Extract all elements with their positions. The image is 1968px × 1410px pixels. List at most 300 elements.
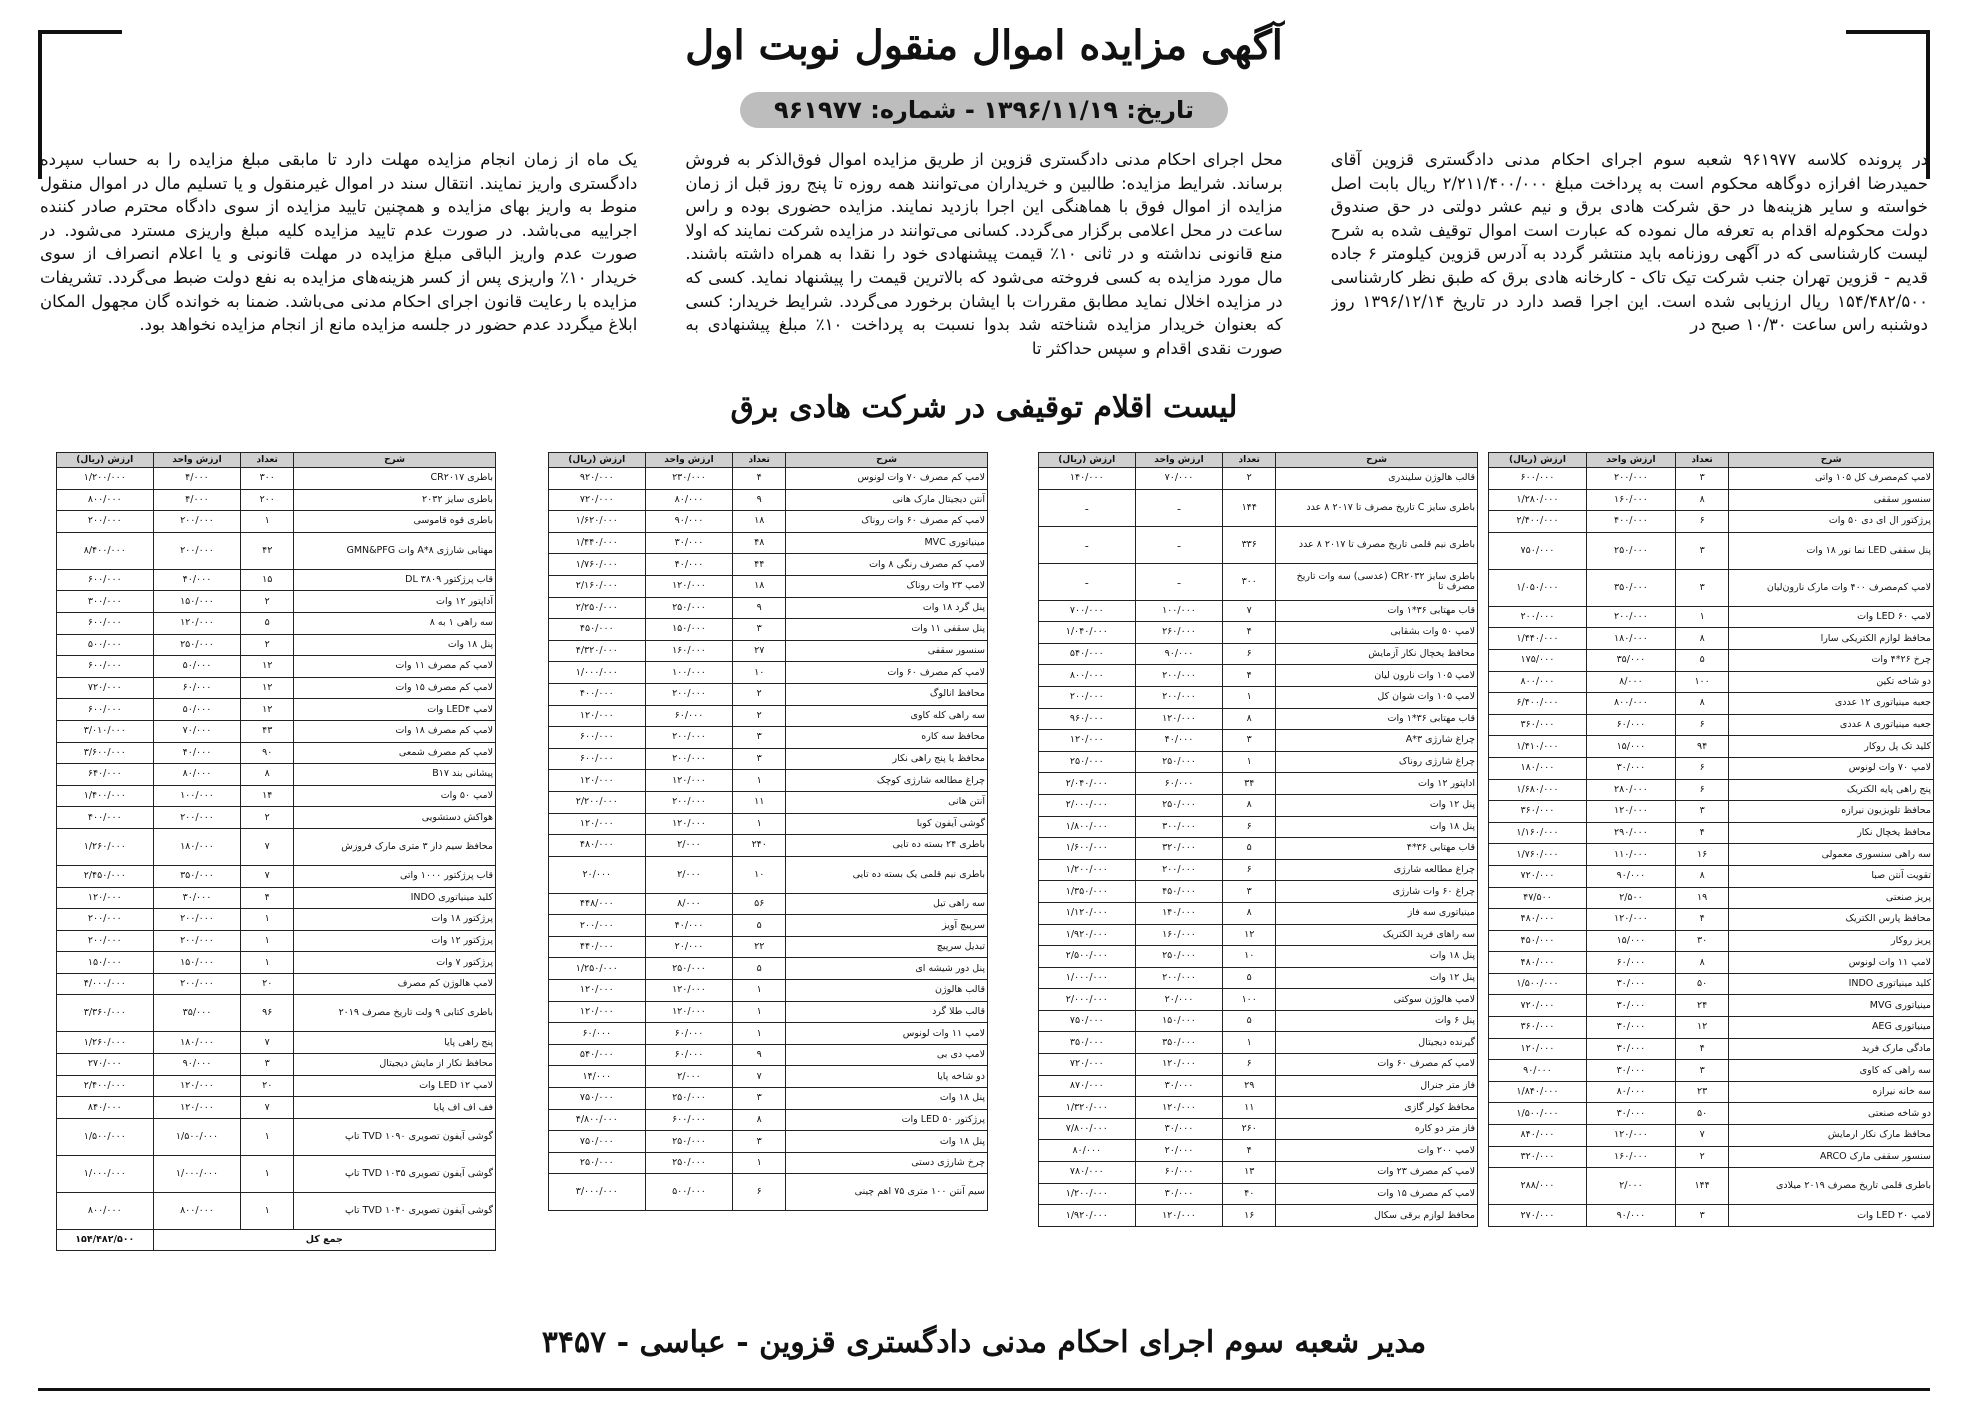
item-unit-value: ۲۵۰/۰۰۰	[1135, 946, 1223, 968]
item-total-value: ۶۰۰/۰۰۰	[57, 699, 154, 721]
item-total-value: ۳۲۰/۰۰۰	[1489, 1146, 1587, 1168]
item-quantity: ۱۰	[1223, 946, 1276, 968]
table-row	[57, 720, 496, 742]
item-unit-value: ۹۰/۰۰۰	[1586, 865, 1675, 887]
item-total-value: ۵۴۰/۰۰۰	[549, 1044, 646, 1066]
item-total-value: ۸۴۰/۰۰۰	[57, 1097, 154, 1119]
item-total-value: ۲۷۰/۰۰۰	[57, 1054, 154, 1076]
table-row	[549, 1023, 988, 1045]
item-total-value: ۷۵۰/۰۰۰	[1039, 1010, 1136, 1032]
item-description: قاب پرژکتور DL ۳۸۰۹	[294, 569, 496, 591]
item-quantity: ۸	[1675, 952, 1728, 974]
column-header: ارزش (ریال)	[549, 453, 646, 468]
item-description: لامپ کم مصرف ۷۰ وات لونوس	[786, 468, 988, 490]
item-quantity: ۸	[1675, 693, 1728, 715]
item-quantity: ۲۰	[241, 973, 294, 995]
table-row	[57, 1075, 496, 1097]
item-description: تبدیل سرپیچ	[786, 936, 988, 958]
item-total-value: ۲۸۸/۰۰۰	[1489, 1168, 1587, 1205]
item-unit-value: ۲۰/۰۰۰	[1135, 989, 1223, 1011]
item-description: باطری CR۲۰۱۷	[294, 468, 496, 490]
item-quantity: ۸	[1675, 489, 1728, 511]
item-description: پنل ۱۲ وات	[1276, 967, 1478, 989]
item-quantity: ۸	[1223, 708, 1276, 730]
item-total-value: ۷۵۰/۰۰۰	[1489, 532, 1587, 569]
item-total-value: ۱/۸۴۰/۰۰۰	[1489, 1081, 1587, 1103]
item-description: سه خانه نیرازه	[1729, 1081, 1934, 1103]
table-row	[1039, 859, 1478, 881]
table-row	[1039, 1162, 1478, 1184]
item-quantity: ۴۸	[733, 532, 786, 554]
table-row	[1039, 967, 1478, 989]
item-unit-value: ۵۰/۰۰۰	[153, 699, 241, 721]
item-quantity: ۷	[1223, 600, 1276, 622]
item-quantity: ۴	[1675, 822, 1728, 844]
item-total-value: ۶۰۰/۰۰۰	[57, 612, 154, 634]
item-description: دو شاخه پایا	[786, 1066, 988, 1088]
table-row	[1039, 643, 1478, 665]
item-quantity: ۱۲	[1223, 924, 1276, 946]
item-quantity: ۲	[241, 807, 294, 829]
item-unit-value: ۲۰۰/۰۰۰	[1135, 967, 1223, 989]
item-unit-value: ۸۰۰/۰۰۰	[153, 1192, 241, 1229]
item-description: محافظ یا پنج راهی نکار	[786, 748, 988, 770]
item-description: باطری کتابی ۹ ولت تاریخ مصرف ۲۰۱۹	[294, 995, 496, 1032]
item-description: کلید مینیاتوری INDO	[294, 887, 496, 909]
item-description: چرخ ۲۶*۴ وات	[1729, 649, 1934, 671]
item-unit-value: ۲۰۰/۰۰۰	[153, 807, 241, 829]
item-unit-value: ۴۰/۰۰۰	[153, 569, 241, 591]
table-row	[57, 952, 496, 974]
item-description: پنل ۶ وات	[1276, 1010, 1478, 1032]
item-total-value: ۷۵۰/۰۰۰	[549, 1088, 646, 1110]
table-row	[549, 915, 988, 937]
item-unit-value: ۲۰۰/۰۰۰	[1135, 859, 1223, 881]
item-unit-value: ۲۵۰/۰۰۰	[645, 958, 733, 980]
item-total-value: ۱/۲۰۰/۰۰۰	[57, 468, 154, 490]
item-unit-value: ـ	[1135, 526, 1223, 563]
item-quantity: ۷	[241, 828, 294, 865]
item-description: لامپ کم‌مصرف ۴۰۰ وات مارک نارون‌لیان	[1729, 569, 1934, 606]
item-unit-value: ۳۵/۰۰۰	[153, 995, 241, 1032]
table-row	[549, 770, 988, 792]
items-table-1	[1488, 452, 1934, 1227]
item-total-value: ۷۲۰/۰۰۰	[1039, 1054, 1136, 1076]
item-quantity: ۲	[241, 591, 294, 613]
item-total-value: ۷۲۰/۰۰۰	[1489, 995, 1587, 1017]
item-quantity: ۱	[1223, 751, 1276, 773]
item-total-value: ۱۷۵/۰۰۰	[1489, 649, 1587, 671]
item-description: پیشانی بند B۱۷	[294, 764, 496, 786]
item-description: لامپ ۵۰ وات	[294, 785, 496, 807]
item-quantity: ۱	[1223, 1032, 1276, 1054]
item-quantity: ۲	[1675, 1146, 1728, 1168]
item-total-value: ۴۴۰/۰۰۰	[549, 936, 646, 958]
item-unit-value: ۲۰۰/۰۰۰	[153, 930, 241, 952]
total-value: ۱۵۴/۴۸۲/۵۰۰	[57, 1229, 154, 1251]
table-row	[1039, 730, 1478, 752]
item-quantity: ۲۰	[241, 1075, 294, 1097]
item-unit-value: ۲/۰۰۰	[1586, 1168, 1675, 1205]
item-quantity: ۲۰۰	[241, 489, 294, 511]
item-unit-value: ۲۰/۰۰۰	[1135, 1140, 1223, 1162]
item-total-value: ۱/۵۰۰/۰۰۰	[1489, 1103, 1587, 1125]
item-quantity: ۱	[241, 952, 294, 974]
item-description: باطری نیم قلمی یک بسته ده تایی	[786, 856, 988, 893]
table-row	[57, 656, 496, 678]
table-row	[1489, 779, 1934, 801]
table-row	[549, 727, 988, 749]
item-quantity: ۷	[241, 1032, 294, 1054]
item-total-value: ۱/۷۶۰/۰۰۰	[1489, 844, 1587, 866]
item-description: محافظ یخچال نکار آزمایش	[1276, 643, 1478, 665]
item-quantity: ۱۴۴	[1675, 1168, 1728, 1205]
table-row	[1039, 1010, 1478, 1032]
item-unit-value: ۲۵۰/۰۰۰	[645, 1088, 733, 1110]
item-total-value: ۱/۴۴۰/۰۰۰	[1489, 628, 1587, 650]
table-row	[57, 995, 496, 1032]
item-total-value: ۴۸۰/۰۰۰	[1489, 909, 1587, 931]
item-unit-value: ۱۶۰/۰۰۰	[645, 640, 733, 662]
body-column-right: در پرونده کلاسه ۹۶۱۹۷۷ شعبه سوم اجرای احکام مدنی دادگستری قزوین آقای حمیدرضا افرازه دوگاهه محکوم است به پرداخت مبلغ ۲/۲۱۱/۴۰۰/۰۰۰ ریال بابت اصل خواسته و سایر هزینه‌ها در حق شرکت هادی برق و نیم عشر دولتی در حق صندوق دولت محکوم‌له اقدام به تعرفه مال نموده که عبارت است اموال توقیف شده به شرح لیست کارشناسی که در آگهی روزنامه باید منتشر گردد به آدرس قزوین کیلومتر ۶ جاده قدیم - قزوین تهران جنب شرکت تیک تاک - کارخانه هادی برق که طبق نظر کارشناسی ۱۵۴/۴۸۲/۵۰۰ ریال ارزیابی شده است. این اجرا قصد دارد در تاریخ ۱۳۹۶/۱۲/۱۴ روز دوشنبه راس ساعت ۱۰/۳۰ صبح در	[1330, 150, 1928, 335]
item-total-value: ۴۷/۵۰۰	[1489, 887, 1587, 909]
item-total-value: ۱۸۰/۰۰۰	[1489, 757, 1587, 779]
item-quantity: ۱۸	[733, 511, 786, 533]
bottom-rule	[38, 1388, 1930, 1391]
item-description: لامپ LED ۶۰ وات	[1729, 606, 1934, 628]
item-total-value: ۱/۳۵۰/۰۰۰	[1039, 881, 1136, 903]
item-description: قالب هالوژن	[786, 980, 988, 1002]
item-total-value: ۷۲۰/۰۰۰	[549, 489, 646, 511]
column-header: شرح	[786, 453, 988, 468]
table-row	[57, 1032, 496, 1054]
item-total-value: ۱/۲۰۰/۰۰۰	[1039, 859, 1136, 881]
table-row	[1489, 1017, 1934, 1039]
table-row	[1489, 1146, 1934, 1168]
item-quantity: ۴	[1675, 909, 1728, 931]
table-row	[1489, 844, 1934, 866]
item-quantity: ۳	[733, 727, 786, 749]
item-unit-value: ۴۵۰/۰۰۰	[1135, 881, 1223, 903]
item-unit-value: ۲۵۰/۰۰۰	[645, 597, 733, 619]
item-description: پنل ۱۸ وات	[1276, 816, 1478, 838]
item-total-value: ۳/۳۶۰/۰۰۰	[57, 995, 154, 1032]
table-row	[549, 489, 988, 511]
table-row	[549, 1001, 988, 1023]
item-description: چراغ ۶۰ وات شارژی	[1276, 881, 1478, 903]
item-quantity: ۸	[241, 764, 294, 786]
item-unit-value: ۱۰۰/۰۰۰	[1135, 600, 1223, 622]
item-unit-value: ۳۵/۰۰۰	[1586, 649, 1675, 671]
item-unit-value: ۷۰/۰۰۰	[1135, 468, 1223, 490]
table-row	[549, 936, 988, 958]
item-quantity: ۱۲	[241, 677, 294, 699]
column-header: شرح	[1276, 453, 1478, 468]
table-row	[549, 1109, 988, 1131]
item-description: پنل ۱۲ وات	[1276, 794, 1478, 816]
item-total-value: ۲/۴۵۰/۰۰۰	[57, 865, 154, 887]
item-total-value: ۱/۲۸۰/۰۰۰	[1489, 489, 1587, 511]
item-description: پریز صنعتی	[1729, 887, 1934, 909]
item-description: سه راهی ۱ به ۸	[294, 612, 496, 634]
table-row	[549, 532, 988, 554]
item-quantity: ۳	[1675, 468, 1728, 490]
item-total-value: ۱۴۰/۰۰۰	[1039, 468, 1136, 490]
item-unit-value: ۳۰/۰۰۰	[1586, 1038, 1675, 1060]
item-quantity: ۷	[241, 865, 294, 887]
item-description: لامپ LED۴ وات	[294, 699, 496, 721]
table-row	[57, 634, 496, 656]
column-header: ارزش واحد	[1586, 453, 1675, 468]
item-total-value: ۱/۱۲۰/۰۰۰	[1039, 902, 1136, 924]
table-row	[1039, 1118, 1478, 1140]
table-header-row	[57, 453, 496, 468]
item-total-value: ۲/۴۰۰/۰۰۰	[57, 1075, 154, 1097]
table-row	[1039, 1205, 1478, 1227]
table-row	[549, 1088, 988, 1110]
item-description: لامپ ۱۰۵ وات شوان کل	[1276, 686, 1478, 708]
item-description: پنل ۱۸ وات	[1276, 946, 1478, 968]
item-description: لامپ کم مصرف ۱۵ وات	[1276, 1183, 1478, 1205]
table-row	[549, 1044, 988, 1066]
item-quantity: ۵	[1223, 1010, 1276, 1032]
item-description: لامپ کم مصرف رنگی ۸ وات	[786, 554, 988, 576]
table-row	[549, 835, 988, 857]
table-row	[1039, 665, 1478, 687]
item-description: آنتن دیجیتال مارک هانی	[786, 489, 988, 511]
item-unit-value: ۴۰۰/۰۰۰	[1586, 511, 1675, 533]
table-row	[1489, 628, 1934, 650]
item-unit-value: ۲۶۰/۰۰۰	[1135, 622, 1223, 644]
item-unit-value: ۱/۰۰۰/۰۰۰	[153, 1155, 241, 1192]
table-header-row	[549, 453, 988, 468]
body-column-left: یک ماه از زمان انجام مزایده مهلت دارد تا مابقی مبلغ مزایده را به حساب سپرده دادگستری واریز نمایند. انتقال سند در اموال غیرمنقول و یا تسلیم مال در اموال منقول منوط به واریز بهای مزایده و همچنین تایید مزایده از سوی دادگاه محترم صادر کننده اجراییه می‌باشد. در صورت عدم تایید مزایده کلیه مبلغ واریزی مسترد می‌شود. در صورت عدم واریز الباقی مبلغ مزایده در مهلت قانونی و یا اعلام انصراف از سوی خریدار ۱۰٪ واریزی پس از کسر هزینه‌های مزایده به نفع دولت ضبط می‌گردد. تشریفات مزایده با رعایت قانون اجرای احکام مدنی می‌باشد. ضمنا به خوانده گان مجهول المکان ابلاغ میگردد عدم حضور در جلسه مزایده مانع از انجام مزایده نخواهد بود.	[40, 150, 638, 335]
items-table-3	[548, 452, 988, 1211]
item-description: محافظ کولر گازی	[1276, 1097, 1478, 1119]
item-unit-value: ۴/۰۰۰	[153, 468, 241, 490]
item-description: لامپ ۱۰۵ وات نارون لیان	[1276, 665, 1478, 687]
item-total-value: ۲/۲۵۰/۰۰۰	[549, 597, 646, 619]
item-description: چراغ مطالعه شارژی	[1276, 859, 1478, 881]
item-total-value: ۷/۸۰۰/۰۰۰	[1039, 1118, 1136, 1140]
item-quantity: ۸	[1223, 794, 1276, 816]
item-description: دو شاخه تکین	[1729, 671, 1934, 693]
item-quantity: ۱	[1223, 686, 1276, 708]
item-unit-value: ۱۲۰/۰۰۰	[1586, 1125, 1675, 1147]
item-unit-value: ۲۰۰/۰۰۰	[153, 511, 241, 533]
item-total-value: ۱/۱۶۰/۰۰۰	[1489, 822, 1587, 844]
item-total-value: ۴۴۸/۰۰۰	[549, 893, 646, 915]
item-unit-value: ۱۵/۰۰۰	[1586, 736, 1675, 758]
table-row	[549, 813, 988, 835]
notice-body	[40, 148, 1928, 380]
item-total-value: ۹۰/۰۰۰	[1489, 1060, 1587, 1082]
item-description: اداپتور ۱۲ وات	[1276, 773, 1478, 795]
table-row	[549, 619, 988, 641]
item-total-value: ۶/۴۰۰/۰۰۰	[1489, 693, 1587, 715]
item-quantity: ۸	[1223, 902, 1276, 924]
table-row	[549, 683, 988, 705]
item-unit-value: ۳۰/۰۰۰	[1586, 1017, 1675, 1039]
item-unit-value: ۱۵۰/۰۰۰	[153, 591, 241, 613]
date-number-bar: تاریخ: ۱۳۹۶/۱۱/۱۹ - شماره: ۹۶۱۹۷۷	[740, 92, 1228, 128]
item-description: لامپ ۷۰ وات لونوس	[1729, 757, 1934, 779]
item-quantity: ۱۳	[1223, 1162, 1276, 1184]
column-header: شرح	[1729, 453, 1934, 468]
item-description: لامپ ۲۰۰ وات	[1276, 1140, 1478, 1162]
table-row	[57, 677, 496, 699]
item-unit-value: ۲۰۰/۰۰۰	[1586, 606, 1675, 628]
column-header: تعداد	[733, 453, 786, 468]
item-description: قاب مهتابی ۳۶*۴	[1276, 838, 1478, 860]
item-total-value: ۷۰۰/۰۰۰	[1039, 600, 1136, 622]
column-header: ارزش واحد	[645, 453, 733, 468]
item-quantity: ۴۳	[241, 720, 294, 742]
item-total-value: ۱/۶۸۰/۰۰۰	[1489, 779, 1587, 801]
item-total-value: ۲/۲۰۰/۰۰۰	[549, 791, 646, 813]
item-quantity: ۱۰۰	[1223, 989, 1276, 1011]
item-unit-value: ۹۰/۰۰۰	[153, 1054, 241, 1076]
item-unit-value: ۳۵۰/۰۰۰	[153, 865, 241, 887]
item-unit-value: ۹۰/۰۰۰	[645, 511, 733, 533]
item-description: چرخ شارژی دستی	[786, 1152, 988, 1174]
item-description: مینیاتوری سه فاز	[1276, 902, 1478, 924]
item-quantity: ۱	[733, 980, 786, 1002]
item-quantity: ۳۰	[1675, 930, 1728, 952]
item-total-value: ـ	[1039, 489, 1136, 526]
item-description: آداپتور ۱۲ وات	[294, 591, 496, 613]
item-description: جعبه مینیاتوری ۸ عددی	[1729, 714, 1934, 736]
item-description: کلید مینیاتوری INDO	[1729, 973, 1934, 995]
item-unit-value: ۳۰/۰۰۰	[1586, 1103, 1675, 1125]
item-total-value: ۴۵۰/۰۰۰	[549, 619, 646, 641]
table-row	[1489, 649, 1934, 671]
item-total-value: ۲/۰۰۰/۰۰۰	[1039, 794, 1136, 816]
item-total-value: ۳/۰۱۰/۰۰۰	[57, 720, 154, 742]
table-row	[1489, 822, 1934, 844]
item-quantity: ۱	[241, 1118, 294, 1155]
item-total-value: ۸۰۰/۰۰۰	[1039, 665, 1136, 687]
item-quantity: ۱	[241, 1155, 294, 1192]
item-total-value: ۴۸۰/۰۰۰	[1489, 952, 1587, 974]
item-unit-value: ۵۰۰/۰۰۰	[645, 1174, 733, 1211]
item-total-value: ۴/۸۰۰/۰۰۰	[549, 1109, 646, 1131]
item-description: محافظ انالوگ	[786, 683, 988, 705]
item-quantity: ۵	[733, 958, 786, 980]
table-row	[1489, 693, 1934, 715]
table-row	[57, 1118, 496, 1155]
table-row	[1039, 526, 1478, 563]
item-quantity: ۷	[1675, 1125, 1728, 1147]
item-unit-value: ۳۰/۰۰۰	[645, 532, 733, 554]
item-unit-value: ۱۲۰/۰۰۰	[153, 1097, 241, 1119]
item-quantity: ۵	[1223, 838, 1276, 860]
item-unit-value: ۶۰۰/۰۰۰	[645, 1109, 733, 1131]
table-row	[1489, 909, 1934, 931]
item-unit-value: ۹۰/۰۰۰	[1135, 643, 1223, 665]
item-total-value: ۲۰۰/۰۰۰	[57, 930, 154, 952]
table-row	[57, 807, 496, 829]
item-quantity: ۱۹	[1675, 887, 1728, 909]
item-unit-value: ۲/۰۰۰	[645, 1066, 733, 1088]
item-total-value: ۱/۴۱۰/۰۰۰	[1489, 736, 1587, 758]
table-row	[549, 893, 988, 915]
item-quantity: ۹	[733, 597, 786, 619]
item-quantity: ۳	[733, 1088, 786, 1110]
item-quantity: ۱	[733, 770, 786, 792]
item-description: گوشی آیفون کوبا	[786, 813, 988, 835]
item-quantity: ۱۵	[241, 569, 294, 591]
table-row	[57, 1097, 496, 1119]
item-unit-value: ۶۰/۰۰۰	[1586, 952, 1675, 974]
item-quantity: ۲	[733, 683, 786, 705]
item-description: سیم آنتن ۱۰۰ متری ۷۵ اهم چینی	[786, 1174, 988, 1211]
item-unit-value: ۶۰/۰۰۰	[645, 705, 733, 727]
item-quantity: ۵	[1675, 649, 1728, 671]
item-unit-value: ۳۰/۰۰۰	[1135, 1118, 1223, 1140]
table-row	[57, 764, 496, 786]
item-quantity: ۱۰	[733, 856, 786, 893]
item-unit-value: ۲۸۰/۰۰۰	[1586, 779, 1675, 801]
item-unit-value: ۱۲۰/۰۰۰	[1135, 1054, 1223, 1076]
item-unit-value: ۶۰/۰۰۰	[645, 1044, 733, 1066]
item-total-value: ۹۶۰/۰۰۰	[1039, 708, 1136, 730]
item-quantity: ۴	[1223, 622, 1276, 644]
item-quantity: ۱۲	[241, 656, 294, 678]
item-total-value: ۸۷۰/۰۰۰	[1039, 1075, 1136, 1097]
item-quantity: ۹۰	[241, 742, 294, 764]
table-row	[1489, 532, 1934, 569]
item-unit-value: ۱۸۰/۰۰۰	[153, 828, 241, 865]
item-description: باطری قوه قاموسی	[294, 511, 496, 533]
item-description: پنل ۱۸ وات	[294, 634, 496, 656]
table-row	[1039, 838, 1478, 860]
item-description: پرژکتور LED ۵۰ وات	[786, 1109, 988, 1131]
table-row	[1489, 930, 1934, 952]
item-unit-value: ۲۰/۰۰۰	[645, 936, 733, 958]
item-quantity: ۳	[733, 748, 786, 770]
table-row	[57, 1155, 496, 1192]
table-row	[1039, 686, 1478, 708]
table-row	[57, 742, 496, 764]
item-unit-value: ۱۲۰/۰۰۰	[645, 575, 733, 597]
item-description: سه راهی سنسوری معمولی	[1729, 844, 1934, 866]
table-row	[1489, 865, 1934, 887]
item-unit-value: ۱۲۰/۰۰۰	[1586, 909, 1675, 931]
item-total-value: ۶۰۰/۰۰۰	[549, 727, 646, 749]
table-row	[1039, 1183, 1478, 1205]
item-unit-value: ۲۰۰/۰۰۰	[645, 748, 733, 770]
item-quantity: ۱	[241, 1192, 294, 1229]
item-description: پنل گرد ۱۸ وات	[786, 597, 988, 619]
item-quantity: ۱۱	[733, 791, 786, 813]
table-row	[1489, 1103, 1934, 1125]
item-unit-value: ۲۳۰/۰۰۰	[645, 468, 733, 490]
signature-line: مدیر شعبه سوم اجرای احکام مدنی دادگستری قزوین - عباسی - ۳۴۵۷	[541, 1325, 1427, 1360]
item-description: مینیاتوری MVG	[1729, 995, 1934, 1017]
item-total-value: ۸۰۰/۰۰۰	[57, 489, 154, 511]
item-unit-value: ۱/۵۰۰/۰۰۰	[153, 1118, 241, 1155]
item-description: دو شاخه صنعتی	[1729, 1103, 1934, 1125]
item-unit-value: ۲۰۰/۰۰۰	[645, 683, 733, 705]
table-row	[1039, 794, 1478, 816]
item-description: قاب مهتابی ۳۶*۱ وات	[1276, 600, 1478, 622]
item-total-value: ۲۰۰/۰۰۰	[1489, 606, 1587, 628]
item-quantity: ۳	[1223, 730, 1276, 752]
item-description: پرژکتور ۷ وات	[294, 952, 496, 974]
table-row	[1039, 902, 1478, 924]
item-unit-value: ۲۰۰/۰۰۰	[153, 909, 241, 931]
